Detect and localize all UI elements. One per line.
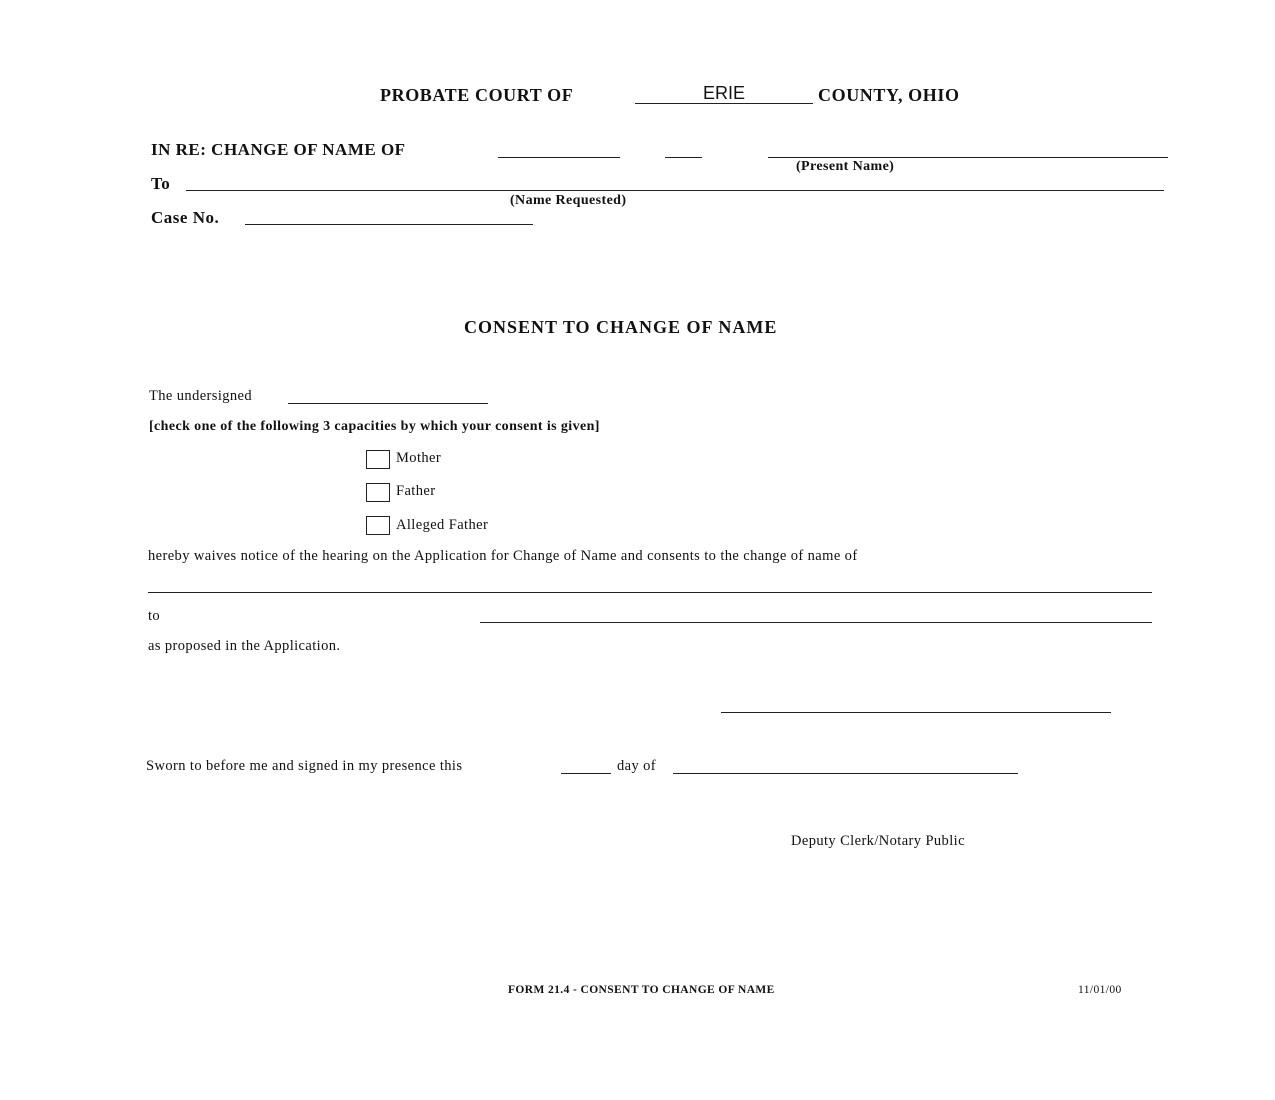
undersigned-field[interactable]: [288, 403, 488, 404]
case-no-label: Case No.: [151, 208, 220, 227]
sworn-day-field[interactable]: [561, 773, 611, 774]
present-name-line-a: [498, 157, 620, 158]
revision-date: 11/01/00: [1078, 984, 1122, 996]
clerk-label: Deputy Clerk/Notary Public: [791, 833, 965, 849]
form-id: FORM 21.4 - CONSENT TO CHANGE OF NAME: [508, 984, 775, 996]
form-title: CONSENT TO CHANGE OF NAME: [464, 317, 778, 337]
father-checkbox[interactable]: [366, 483, 390, 502]
to-label: To: [151, 174, 171, 193]
sworn-day-of: day of: [617, 758, 657, 774]
signature-field[interactable]: [721, 712, 1111, 713]
court-prefix: PROBATE COURT OF: [380, 85, 574, 105]
alleged-father-checkbox[interactable]: [366, 516, 390, 535]
present-name-line-b: [665, 157, 702, 158]
proposed-text: as proposed in the Application.: [148, 638, 341, 654]
to-body-label: to: [148, 608, 161, 624]
county-field[interactable]: ERIE: [702, 83, 745, 103]
mother-label: Mother: [396, 450, 442, 466]
present-name-field[interactable]: [768, 157, 1168, 158]
in-re-label: IN RE: CHANGE OF NAME OF: [151, 140, 406, 159]
sworn-prefix: Sworn to before me and signed in my presence this: [146, 758, 463, 774]
name-requested-field[interactable]: [186, 190, 1164, 191]
father-label: Father: [396, 483, 436, 499]
undersigned-label: The undersigned: [149, 388, 253, 404]
court-suffix: COUNTY, OHIO: [818, 85, 960, 105]
name-requested-caption: (Name Requested): [510, 193, 627, 208]
present-name-caption: (Present Name): [796, 159, 895, 174]
new-name-field[interactable]: [480, 622, 1152, 623]
sworn-month-year-field[interactable]: [673, 773, 1018, 774]
case-no-field[interactable]: [245, 224, 533, 225]
alleged-father-label: Alleged Father: [396, 517, 489, 533]
mother-checkbox[interactable]: [366, 450, 390, 469]
check-instruction: [check one of the following 3 capacities by which your consent is given]: [149, 419, 600, 434]
waiver-text: hereby waives notice of the hearing on the Application for Change of Name and consents to the change of name of: [148, 548, 858, 564]
current-name-field[interactable]: [148, 592, 1152, 593]
